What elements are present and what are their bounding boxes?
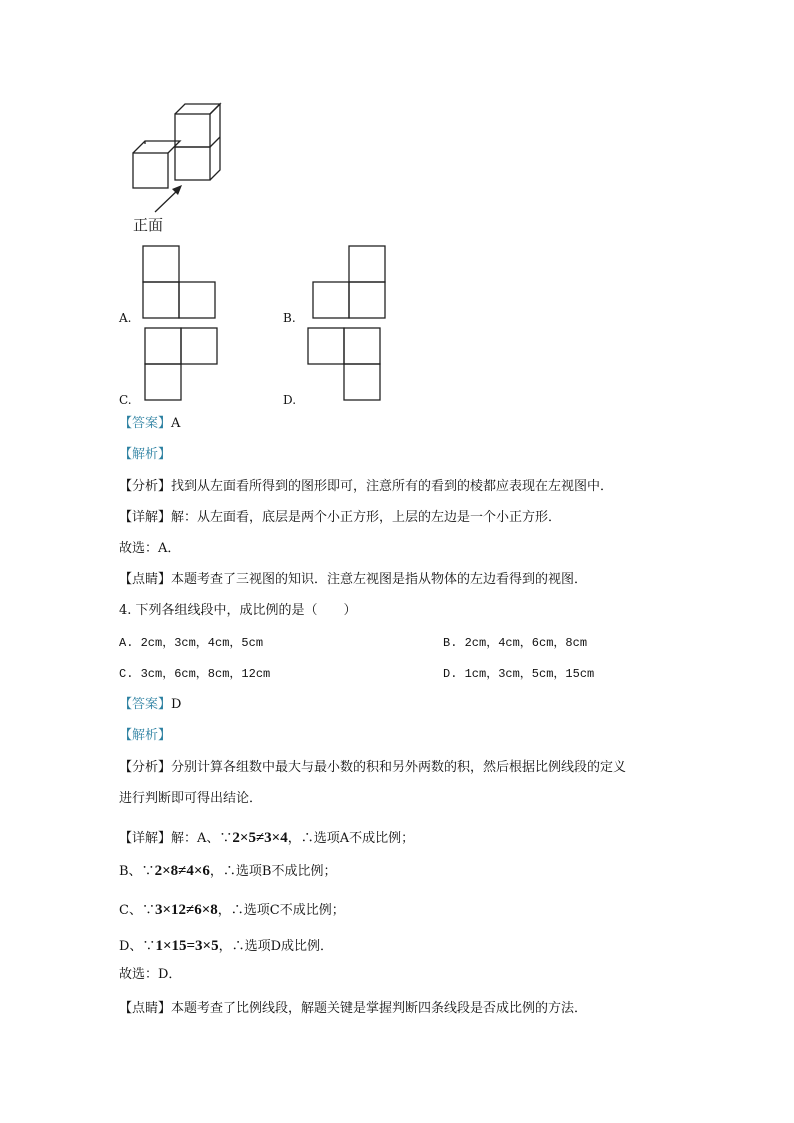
q4-comment <box>119 1000 587 1018</box>
q4-detail-b <box>119 862 336 881</box>
cube-top-face <box>133 141 180 153</box>
math-expression: 3×12≠6×8 <box>154 902 218 918</box>
q4-stem: 4. 下列各组线段中，成比例的是（ ） <box>119 603 357 618</box>
detail-text: 解：从左面看，底层是两个小正方形，上层的左边是一个小正方形． <box>171 510 562 525</box>
option-d-view <box>308 328 380 400</box>
q3-explain-tag: 【解析】 <box>119 447 172 462</box>
q4-option-c: C. 3cm，6cm，8cm，12cm <box>119 667 271 681</box>
front-label: 正面 <box>133 216 164 234</box>
comment-text: 本题考查了比例线段，解题关键是掌握判断四条线段是否成比例的方法． <box>171 1001 588 1016</box>
q4-answer <box>119 696 181 714</box>
detail-prefix: B、∵ <box>119 864 155 879</box>
answer-value: D <box>171 697 182 712</box>
q4-choose: 故选：D． <box>119 967 182 982</box>
q3-detail <box>119 509 561 527</box>
comment-text: 本题考查了三视图的知识．注意左视图是指从物体的左边看得到的视图． <box>171 572 588 587</box>
cube-front-face <box>133 153 168 188</box>
q4-explain-tag: 【解析】 <box>119 728 172 743</box>
cube-upper-front <box>175 114 210 147</box>
q3-answer <box>119 415 180 433</box>
q4-option-a: A. 2cm，3cm，4cm，5cm <box>119 636 264 650</box>
detail-tag: 【详解】 <box>119 510 172 525</box>
detail-suffix: ，∴选项D成比例． <box>218 939 334 954</box>
detail-suffix: ，∴选项B不成比例； <box>209 864 337 879</box>
cube-upper-top <box>175 104 220 114</box>
detail-prefix: C、∵ <box>119 903 155 918</box>
answer-value: A <box>171 416 181 431</box>
option-b-view <box>313 246 385 318</box>
detail-suffix: ，∴选项C不成比例； <box>217 903 345 918</box>
q4-analysis-line2: 进行判断即可得出结论． <box>119 791 263 806</box>
q4-detail-d <box>119 937 333 956</box>
analysis-tag: 【分析】 <box>119 760 172 775</box>
q3-comment <box>119 571 587 589</box>
analysis-text: 找到从左面看所得到的图形即可，注意所有的看到的棱都应表现在左视图中． <box>171 479 614 494</box>
q3-choose: 故选：A． <box>119 541 181 556</box>
math-expression: 2×8≠4×6 <box>154 863 210 879</box>
option-a-view <box>143 246 215 318</box>
q4-option-d: D. 1cm，3cm，5cm，15cm <box>443 667 595 681</box>
choice-a-label: A. <box>119 311 132 325</box>
choice-b-label: B. <box>283 311 296 325</box>
cube-figure <box>0 0 794 420</box>
choice-c-label: C. <box>119 393 132 407</box>
q3-analysis <box>119 478 613 496</box>
detail-suffix: ，∴选项A不成比例； <box>287 831 415 846</box>
answer-tag: 【答案】 <box>119 416 172 431</box>
option-c-view <box>145 328 217 400</box>
q4-analysis-line1 <box>119 759 626 777</box>
comment-tag: 【点睛】 <box>119 1001 172 1016</box>
detail-prefix: 解：A、∵ <box>171 831 233 846</box>
detail-tag: 【详解】 <box>119 831 172 846</box>
math-expression: 2×5≠3×4 <box>232 830 288 846</box>
answer-tag: 【答案】 <box>119 697 172 712</box>
detail-prefix: D、∵ <box>119 939 156 954</box>
comment-tag: 【点睛】 <box>119 572 172 587</box>
q4-option-b: B. 2cm，4cm，6cm，8cm <box>443 636 588 650</box>
choice-d-label: D. <box>283 393 297 407</box>
q4-detail-c <box>119 901 345 920</box>
math-expression: 1×15=3×5 <box>155 938 219 954</box>
analysis-text: 分别计算各组数中最大与最小数的积和另外两数的积，然后根据比例线段的定义 <box>171 760 627 775</box>
q4-detail-a <box>119 829 414 848</box>
cube-lower-front <box>175 147 210 180</box>
analysis-tag: 【分析】 <box>119 479 172 494</box>
